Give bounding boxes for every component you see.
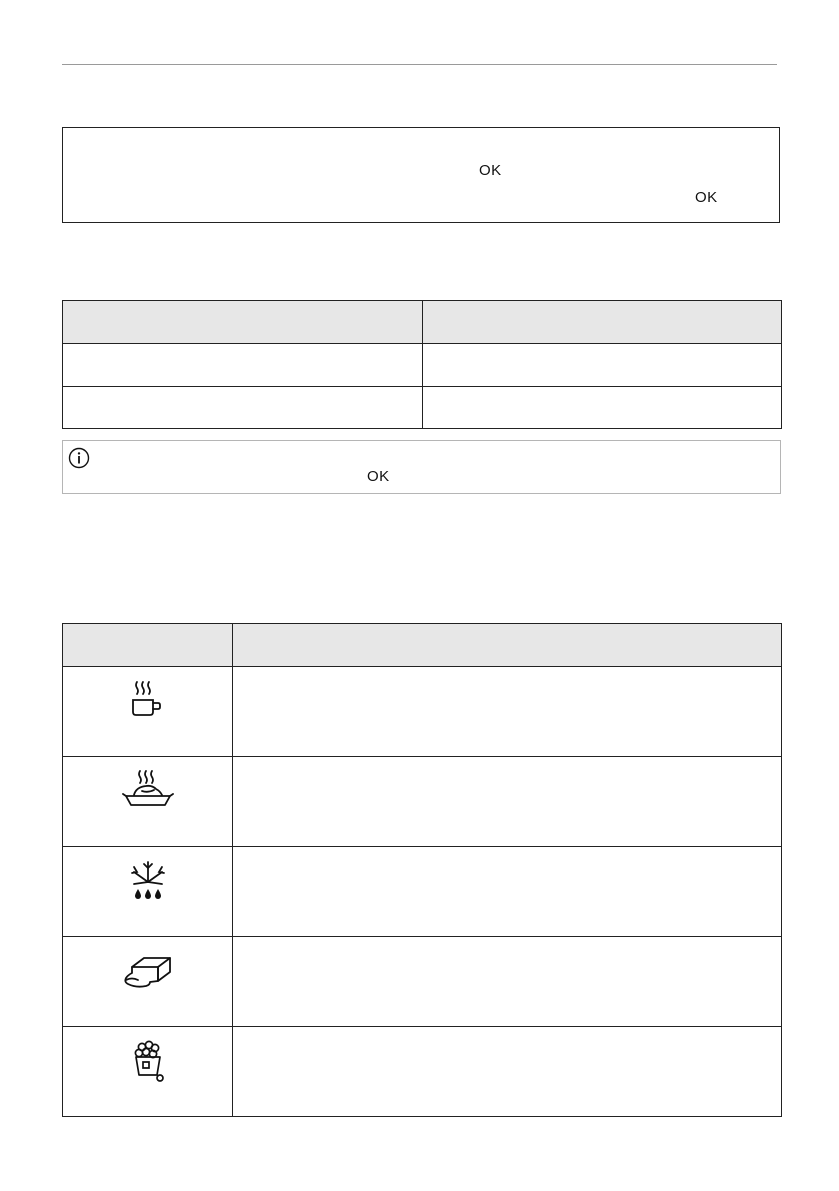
melting-icon <box>118 949 178 997</box>
table-cell <box>423 387 782 429</box>
icon-cell <box>63 757 233 847</box>
icon-cell <box>63 847 233 937</box>
table-row <box>63 387 782 429</box>
proving-dough-icon <box>128 1039 168 1087</box>
icon-cell <box>63 1027 233 1117</box>
table-row <box>63 757 782 847</box>
icon-cell <box>63 667 233 757</box>
table-cell <box>63 387 423 429</box>
plate-warming-icon <box>120 769 176 813</box>
table-cell <box>233 937 782 1027</box>
table-row <box>63 344 782 387</box>
top-rule <box>62 64 777 65</box>
table-cell <box>63 344 423 387</box>
table-cell <box>233 1027 782 1117</box>
table-header <box>233 624 782 667</box>
defrost-icon <box>124 859 172 903</box>
table-header <box>423 301 782 344</box>
table-row <box>63 847 782 937</box>
ok-key-label: OK <box>479 162 502 179</box>
table-cell <box>233 757 782 847</box>
table-row <box>63 937 782 1027</box>
ok-key-label: OK <box>695 189 718 206</box>
table-cell <box>423 344 782 387</box>
ok-key-label: OK <box>367 468 390 485</box>
icon-cell <box>63 937 233 1027</box>
table-header <box>63 624 233 667</box>
table-cell <box>233 847 782 937</box>
instruction-box <box>62 127 780 223</box>
keep-warm-cup-icon <box>128 679 168 723</box>
table-cell <box>233 667 782 757</box>
settings-table <box>62 300 782 429</box>
table-row <box>63 1027 782 1117</box>
table-row <box>63 667 782 757</box>
info-icon <box>68 447 90 469</box>
functions-table <box>62 623 782 1117</box>
table-header <box>63 301 423 344</box>
info-note <box>62 440 781 494</box>
